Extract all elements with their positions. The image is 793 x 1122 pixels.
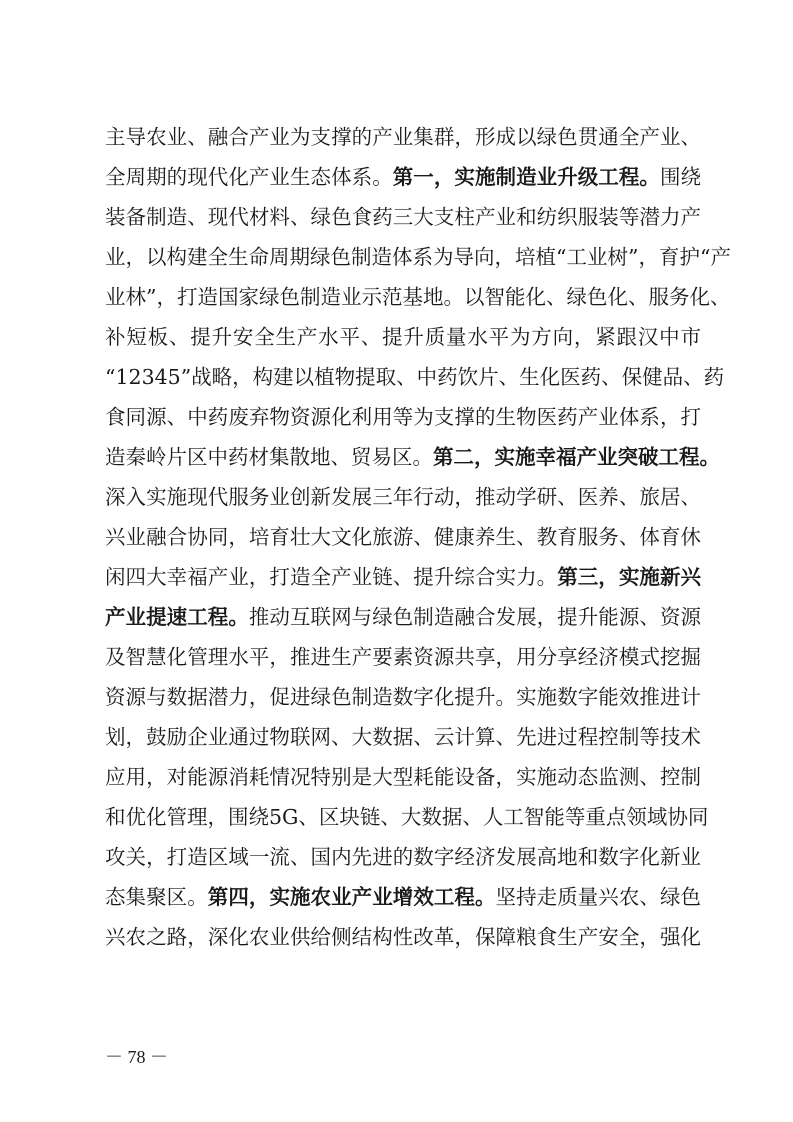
- text-line: [105, 677, 701, 717]
- text-line: [105, 517, 701, 557]
- text-run: 深入实施现代服务业创新发展三年行动，推动学研、医养、旅居、: [105, 485, 701, 509]
- text-line: [105, 117, 701, 157]
- text-run: 应用，对能源消耗情况特别是大型耗能设备，实施动态监测、控制: [105, 765, 701, 789]
- text-line: [105, 797, 709, 837]
- page-number: － 78 －: [105, 1047, 168, 1067]
- text-run: 及智慧化管理水平，推进生产要素资源共享，用分享经济模式挖掘: [105, 645, 701, 669]
- text-line: [105, 597, 701, 637]
- bold-heading-run: 产业提速工程。: [105, 605, 249, 629]
- text-run: 全周期的现代化产业生态体系。: [105, 165, 393, 189]
- text-run: 坚持走质量兴农、绿色: [495, 885, 702, 909]
- text-run: 围绕: [659, 165, 702, 189]
- text-line: [105, 717, 701, 757]
- text-line: [105, 437, 720, 477]
- text-run: 态集聚区。: [105, 885, 208, 909]
- text-line: [105, 157, 701, 197]
- text-run: 业，以构建全生命周期绿色制造体系为导向，培植“工业树”，育护“产: [105, 245, 731, 269]
- bold-heading-run: 第三，实施新兴: [557, 565, 702, 589]
- text-run: 划，鼓励企业通过物联网、大数据、云计算、先进过程控制等技术: [105, 725, 701, 749]
- text-line: [105, 317, 701, 357]
- text-run: 资源与数据潜力，促进绿色制造数字化提升。实施数字能效推进计: [105, 685, 701, 709]
- text-run: 攻关，打造区域一流、国内先进的数字经济发展高地和数字化新业: [105, 845, 701, 869]
- text-line: [105, 757, 701, 797]
- text-line: [105, 877, 701, 917]
- text-line: [105, 277, 731, 317]
- text-line: [105, 237, 731, 277]
- body-text: [105, 117, 731, 957]
- bold-heading-run: 第一，实施制造业升级工程。: [392, 165, 660, 189]
- text-run: 装备制造、现代材料、绿色食药三大支柱产业和纺织服装等潜力产: [105, 205, 701, 229]
- text-run: 业林”，打造国家绿色制造业示范基地。以智能化、绿色化、服务化、: [105, 285, 731, 309]
- bold-heading-run: 第二，实施幸福产业突破工程。: [433, 445, 720, 469]
- text-run: 推动互联网与绿色制造融合发展，提升能源、资源: [248, 605, 701, 629]
- text-line: [105, 637, 701, 677]
- text-run: 闲四大幸福产业，打造全产业链、提升综合实力。: [105, 565, 558, 589]
- text-line: [105, 477, 701, 517]
- text-line: [105, 397, 701, 437]
- text-run: “12345”战略，构建以植物提取、中药饮片、生化医药、保健品、药: [105, 365, 725, 389]
- text-line: [105, 837, 701, 877]
- text-line: [105, 197, 701, 237]
- text-line: [105, 917, 701, 957]
- text-run: 兴业融合协同，培育壮大文化旅游、健康养生、教育服务、体育休: [105, 525, 701, 549]
- text-run: 兴农之路，深化农业供给侧结构性改革，保障粮食生产安全，强化: [105, 925, 701, 949]
- text-line: [105, 557, 701, 597]
- bold-heading-run: 第四，实施农业产业增效工程。: [207, 885, 496, 909]
- text-run: 食同源、中药废弃物资源化利用等为支撑的生物医药产业体系，打: [105, 405, 701, 429]
- text-run: 和优化管理，围绕5G、区块链、大数据、人工智能等重点领域协同: [105, 805, 709, 829]
- text-run: 造秦岭片区中药材集散地、贸易区。: [105, 445, 433, 469]
- text-run: 补短板、提升安全生产水平、提升质量水平为方向，紧跟汉中市: [105, 325, 701, 349]
- text-run: 主导农业、融合产业为支撑的产业集群，形成以绿色贯通全产业、: [105, 125, 701, 149]
- text-line: [105, 357, 725, 397]
